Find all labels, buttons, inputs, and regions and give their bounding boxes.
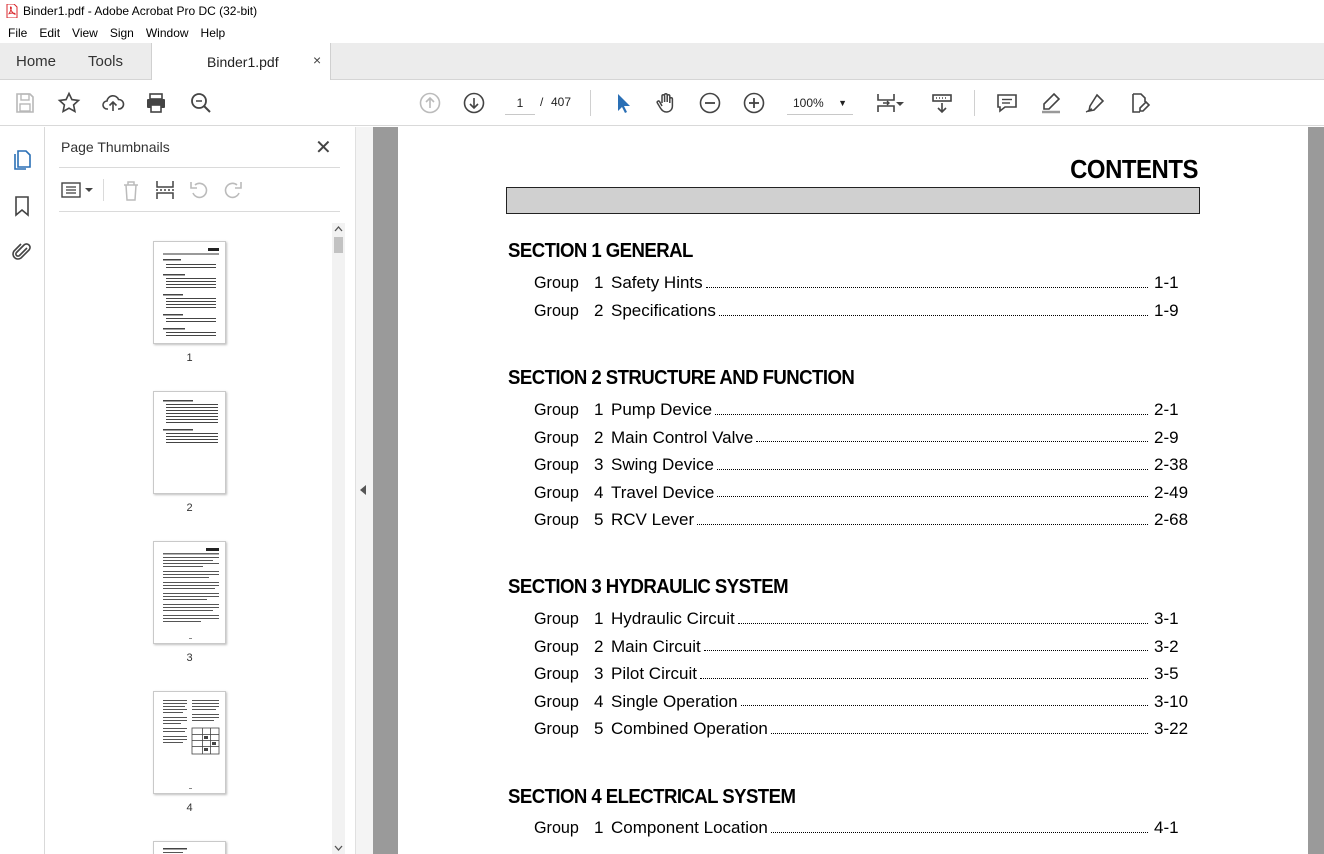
tab-document[interactable] — [151, 43, 331, 81]
toc-leader-dots — [706, 287, 1148, 288]
main-toolbar — [0, 80, 1324, 126]
rotate-right-icon[interactable] — [221, 177, 245, 203]
close-icon[interactable]: ✕ — [315, 137, 332, 159]
toc-group-number: 3 — [594, 455, 604, 474]
toc-group-number: 1 — [594, 818, 604, 837]
toc-leader-dots — [697, 524, 1148, 525]
toc-leader-dots — [715, 414, 1148, 415]
toc-group-number: 3 — [594, 664, 604, 683]
toc-group-number: 5 — [594, 719, 604, 738]
thumbnail-options-icon[interactable] — [61, 177, 97, 203]
toc-entry[interactable] — [534, 455, 1190, 477]
toc-entry-title: Single Operation — [611, 691, 738, 711]
toc-entry[interactable] — [534, 719, 1190, 741]
section-heading: SECTION 3 HYDRAULIC SYSTEM — [508, 576, 789, 598]
menu-edit[interactable]: Edit — [39, 25, 61, 40]
toc-page-number: 3-10 — [1154, 691, 1189, 711]
toc-page-number: 3-22 — [1154, 719, 1189, 738]
scrollbar-thumb[interactable] — [334, 237, 343, 253]
thumbnail-page-number: 1 — [186, 352, 193, 364]
toc-entry[interactable] — [534, 609, 1190, 631]
panel-collapse-handle[interactable] — [355, 127, 373, 854]
sign-pen-icon[interactable] — [1082, 90, 1108, 116]
toc-leader-dots — [741, 705, 1148, 706]
toc-entry[interactable] — [534, 818, 1190, 840]
save-icon[interactable] — [12, 90, 38, 116]
toc-entry[interactable] — [534, 273, 1190, 295]
attachment-paperclip-icon[interactable] — [10, 240, 34, 264]
page-number-input[interactable]: 1 — [505, 91, 535, 115]
tab-tools[interactable]: Tools — [88, 53, 124, 70]
document-view — [373, 127, 1324, 854]
toc-page-number: 3-2 — [1154, 636, 1179, 656]
menu-sign[interactable]: Sign — [109, 25, 134, 40]
comment-icon[interactable] — [994, 90, 1020, 116]
toc-leader-dots — [717, 469, 1148, 470]
scroll-down-icon[interactable] — [332, 842, 345, 854]
toc-group-label: Group — [534, 818, 579, 837]
toc-leader-dots — [771, 832, 1148, 833]
toc-group-label: Group — [534, 664, 579, 683]
highlight-pen-icon[interactable] — [1038, 90, 1064, 116]
panel-title: Page Thumbnails — [61, 139, 170, 155]
chevron-down-icon[interactable] — [893, 90, 907, 116]
toc-page-number: 2-1 — [1154, 400, 1179, 419]
toc-group-number: 2 — [594, 427, 604, 447]
title-bar — [0, 0, 1324, 22]
toc-page-number: 3-1 — [1154, 609, 1179, 628]
toc-group-label: Group — [534, 427, 579, 447]
thumbnail-page-number: 4 — [186, 802, 193, 814]
toc-leader-dots — [756, 441, 1148, 442]
toc-group-number: 2 — [594, 636, 604, 656]
toc-group-number: 1 — [594, 400, 604, 419]
toc-page-number: 2-68 — [1154, 510, 1189, 529]
toc-page-number: 1-9 — [1154, 301, 1179, 320]
zoom-search-icon[interactable] — [188, 90, 214, 116]
hand-tool-icon[interactable] — [653, 90, 679, 116]
toc-leader-dots — [771, 733, 1148, 734]
scroll-mode-icon[interactable] — [929, 90, 955, 116]
toc-group-label: Group — [534, 273, 579, 292]
tab-home[interactable]: Home — [16, 53, 57, 70]
page-thumbnails-icon[interactable] — [10, 148, 34, 172]
toc-entry[interactable] — [534, 400, 1190, 422]
zoom-out-icon[interactable] — [697, 90, 723, 116]
toc-entry[interactable] — [534, 664, 1190, 686]
toc-entry-title: Pilot Circuit — [611, 664, 697, 683]
toc-leader-dots — [719, 315, 1148, 316]
toc-entry-title: Main Circuit — [611, 636, 701, 656]
toc-group-label: Group — [534, 636, 579, 656]
menu-window[interactable]: Window — [145, 25, 189, 40]
toc-group-number: 4 — [594, 482, 604, 502]
chevron-down-icon: ▼ — [838, 98, 847, 108]
page-heading: CONTENTS — [1070, 154, 1198, 184]
collapse-arrow-icon — [360, 485, 366, 495]
panel-divider — [59, 211, 340, 212]
section-heading: SECTION 4 ELECTRICAL SYSTEM — [508, 786, 796, 808]
fill-sign-icon[interactable] — [1126, 90, 1152, 116]
toolbar-divider — [590, 90, 591, 116]
print-icon[interactable] — [143, 90, 169, 116]
toc-group-label: Group — [534, 719, 579, 738]
zoom-level-select[interactable] — [787, 91, 853, 115]
section-heading: SECTION 2 STRUCTURE AND FUNCTION — [508, 367, 855, 389]
menu-file[interactable]: File — [8, 25, 28, 40]
page-thumbnail[interactable] — [153, 241, 226, 344]
toc-entry[interactable] — [534, 692, 1190, 714]
toc-group-label: Group — [534, 510, 579, 529]
toc-entry-title: Travel Device — [611, 482, 715, 502]
thumbnail-page-number: 2 — [186, 502, 193, 514]
toc-page-number: 4-1 — [1154, 818, 1179, 837]
page-total: 407 — [551, 95, 572, 109]
toc-entry[interactable] — [534, 483, 1190, 505]
toc-entry-title: Hydraulic Circuit — [611, 609, 735, 628]
panel-tool-divider — [103, 179, 104, 201]
thumbnail-scrollbar[interactable] — [332, 223, 345, 854]
toc-group-label: Group — [534, 609, 579, 628]
toc-leader-dots — [704, 650, 1148, 651]
toc-group-label: Group — [534, 691, 579, 711]
toc-group-number: 1 — [594, 273, 604, 292]
toc-leader-dots — [738, 623, 1148, 624]
toc-entry[interactable] — [534, 510, 1190, 532]
toc-entry-title: Main Control Valve — [611, 427, 754, 447]
window-title: Binder1.pdf - Adobe Acrobat Pro DC (32-bit) — [23, 4, 258, 18]
toc-group-label: Group — [534, 301, 579, 320]
toc-page-number: 2-9 — [1154, 427, 1179, 447]
page-thumbnails-panel — [45, 127, 355, 854]
page-thumbnail[interactable] — [153, 391, 226, 494]
toc-page-number: 2-38 — [1154, 455, 1189, 474]
toc-leader-dots — [717, 496, 1148, 497]
toc-entry-title: RCV Lever — [611, 510, 695, 529]
toc-entry-title: Swing Device — [611, 455, 714, 474]
page-thumbnail[interactable] — [153, 691, 226, 794]
menu-help[interactable]: Help — [200, 25, 226, 40]
toc-page-number: 1-1 — [1154, 273, 1179, 292]
previous-page-icon[interactable] — [417, 90, 443, 116]
delete-trash-icon[interactable] — [119, 177, 143, 203]
toc-entry-title: Safety Hints — [611, 273, 703, 292]
menu-bar — [0, 22, 1324, 43]
toc-page-number: 2-49 — [1154, 482, 1189, 502]
toc-group-number: 5 — [594, 510, 604, 529]
toc-group-label: Group — [534, 400, 579, 419]
toc-entry-title: Combined Operation — [611, 719, 768, 738]
page-separator: / — [540, 95, 544, 109]
toc-leader-dots — [700, 678, 1148, 679]
upload-cloud-icon[interactable] — [100, 90, 126, 116]
tab-document-label: Binder1.pdf — [207, 54, 279, 70]
toc-entry-title: Specifications — [611, 301, 716, 320]
menu-view[interactable]: View — [72, 25, 98, 40]
toolbar-divider — [974, 90, 975, 116]
left-navigation-rail — [0, 127, 45, 854]
toc-entry-title: Component Location — [611, 818, 768, 837]
toc-group-label: Group — [534, 455, 579, 474]
extract-pages-icon[interactable] — [153, 177, 177, 203]
rotate-left-icon[interactable] — [187, 177, 211, 203]
toc-group-label: Group — [534, 482, 579, 502]
toc-entry[interactable] — [534, 301, 1190, 323]
tab-close-button[interactable]: × — [313, 52, 322, 68]
pdf-page — [398, 127, 1308, 854]
acrobat-pdf-icon — [6, 4, 18, 18]
heading-bar — [506, 187, 1200, 214]
thumbnail-page-number: 3 — [186, 652, 193, 664]
toc-entry-title: Pump Device — [611, 400, 713, 419]
section-heading: SECTION 1 GENERAL — [508, 240, 693, 262]
toc-group-number: 4 — [594, 691, 604, 711]
next-page-icon[interactable] — [461, 90, 487, 116]
toc-entry[interactable] — [534, 428, 1190, 450]
scroll-up-icon[interactable] — [332, 223, 345, 235]
thumbnail-list — [45, 225, 333, 854]
tab-bar — [0, 43, 1324, 80]
select-cursor-icon[interactable] — [609, 90, 635, 116]
page-thumbnail[interactable] — [153, 541, 226, 644]
page-thumbnail[interactable] — [153, 841, 226, 854]
toc-group-number: 1 — [594, 609, 604, 628]
bookmark-star-icon[interactable] — [56, 90, 82, 116]
toc-entry[interactable] — [534, 637, 1190, 659]
zoom-level-value: 100% — [793, 96, 824, 110]
panel-divider — [59, 167, 340, 168]
bookmark-icon[interactable] — [10, 194, 34, 218]
toc-page-number: 3-5 — [1154, 664, 1179, 683]
toc-group-number: 2 — [594, 301, 604, 320]
zoom-in-icon[interactable] — [741, 90, 767, 116]
